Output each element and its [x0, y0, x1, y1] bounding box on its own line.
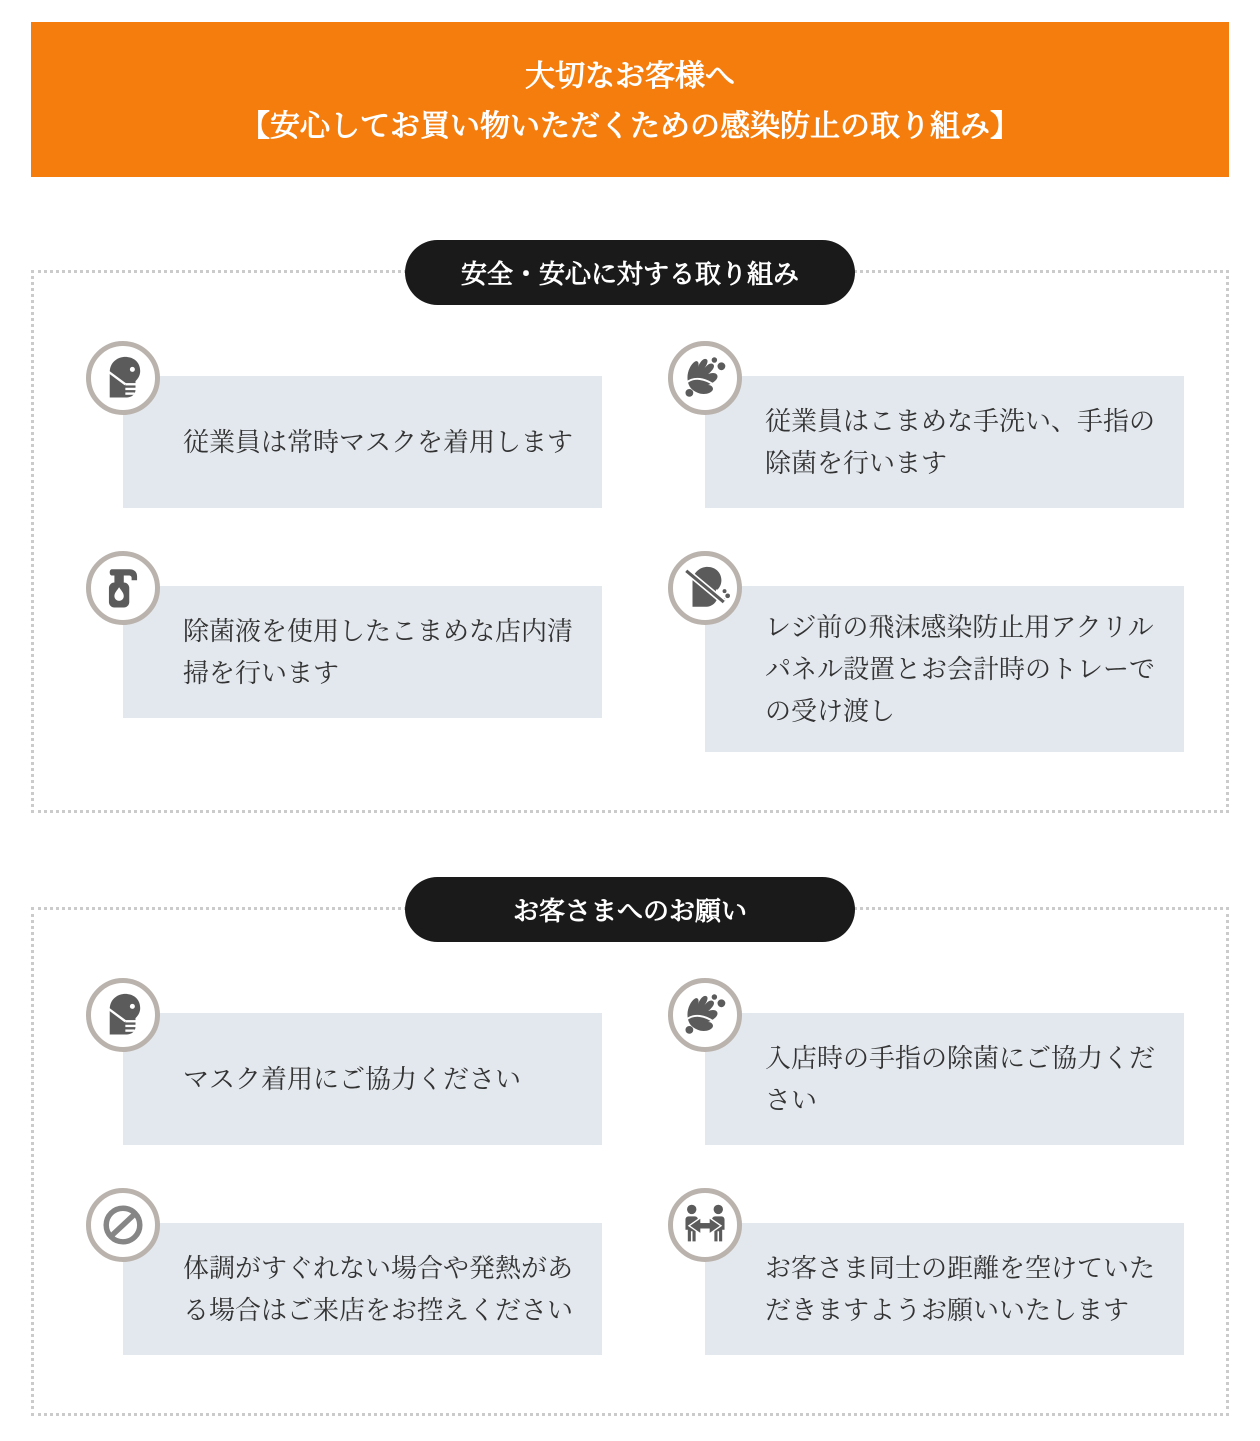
items-grid	[86, 978, 1184, 1355]
item-text: レジ前の飛沫感染防止用アクリルパネル設置とお会計時のトレーでの受け渡し	[765, 612, 1156, 727]
item-card	[123, 1013, 602, 1145]
request-item	[668, 1188, 1184, 1355]
item-text: 入店時の手指の除菌にご協力ください	[765, 1043, 1156, 1116]
notice-banner	[31, 22, 1229, 177]
hand-washing-icon	[680, 990, 730, 1040]
mask-icon	[98, 353, 148, 403]
section-safety-initiatives	[31, 259, 1229, 813]
cough-prevention-icon	[680, 563, 730, 613]
icon-circle	[668, 978, 742, 1052]
initiative-item	[668, 341, 1184, 508]
section-customer-requests	[31, 896, 1229, 1416]
icon-circle	[668, 341, 742, 415]
item-card	[705, 1013, 1184, 1145]
hand-washing-icon	[680, 353, 730, 403]
mask-icon	[98, 990, 148, 1040]
banner-title: 大切なお客様へ	[525, 60, 735, 93]
icon-circle	[86, 341, 160, 415]
section-title-pill: お客さまへのお願い	[405, 877, 855, 942]
icon-circle	[86, 551, 160, 625]
item-text: 体調がすぐれない場合や発熱がある場合はご来店をお控えください	[183, 1253, 574, 1326]
request-item	[86, 978, 602, 1145]
item-text: お客さま同士の距離を空けていただきますようお願いいたします	[765, 1253, 1156, 1326]
item-card	[123, 1223, 602, 1355]
items-grid	[86, 341, 1184, 752]
item-card	[123, 376, 602, 508]
request-item	[86, 1188, 602, 1355]
item-card	[705, 1223, 1184, 1355]
banner-subtitle: 【安心してお買い物いただくための感染防止の取り組み】	[240, 110, 1020, 143]
item-card	[705, 376, 1184, 508]
item-card	[705, 586, 1184, 752]
social-distance-icon	[680, 1200, 730, 1250]
initiative-item	[86, 551, 602, 752]
icon-circle	[668, 1188, 742, 1262]
item-text: マスク着用にご協力ください	[183, 1064, 522, 1095]
item-text: 従業員はこまめな手洗い、手指の除菌を行います	[765, 405, 1156, 478]
icon-circle	[86, 978, 160, 1052]
initiative-item	[86, 341, 602, 508]
sanitizer-bottle-icon	[98, 563, 148, 613]
item-text: 除菌液を使用したこまめな店内清掃を行います	[183, 615, 574, 688]
item-card	[123, 586, 602, 718]
page-bottom-spacer	[0, 1416, 1260, 1441]
icon-circle	[668, 551, 742, 625]
request-item	[668, 978, 1184, 1145]
icon-circle	[86, 1188, 160, 1262]
initiative-item	[668, 551, 1184, 752]
prohibition-icon	[98, 1200, 148, 1250]
section-title-pill: 安全・安心に対する取り組み	[405, 240, 855, 305]
item-text: 従業員は常時マスクを着用します	[183, 426, 574, 457]
